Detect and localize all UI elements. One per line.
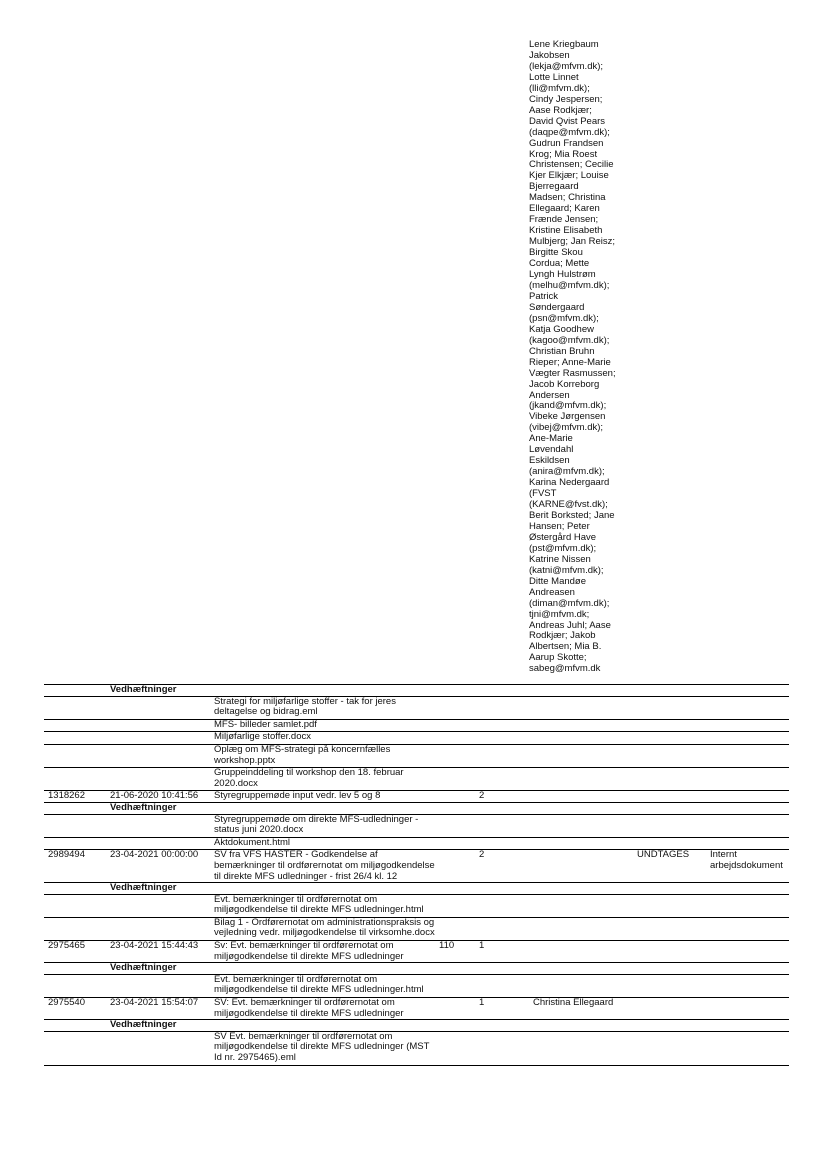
attachment-row [44,974,789,997]
attachment-row [44,814,789,837]
empty-cell [106,917,210,940]
document-reason [706,791,789,803]
document-count: 2 [479,849,485,861]
document-title: Styregruppemøde input vedr. lev 5 og 8 [214,790,381,802]
attachments-header: Vedhæftninger [110,802,177,813]
empty-cell [44,1020,106,1032]
document-date: 23-04-2021 00:00:00 [110,849,199,861]
empty-cell [44,802,106,814]
attachments-header-row [44,685,789,697]
document-record-row [44,791,789,803]
empty-cell [44,768,106,791]
empty-cell [44,917,106,940]
attachment-row [44,744,789,767]
empty-cell [435,719,789,732]
empty-cell [435,917,789,940]
document-person [529,941,633,963]
document-person: Christina Ellegaard [533,997,614,1009]
empty-cell [106,814,210,837]
empty-cell [106,732,210,745]
document-person [529,791,633,803]
document-status [633,998,706,1020]
document-date: 23-04-2021 15:54:07 [110,997,199,1009]
document-status [633,941,706,963]
empty-cell [106,1031,210,1065]
document-journal-table [44,684,789,1066]
attachment-row [44,894,789,917]
attachment-filename: SV Evt. bemærkninger til ordførernotat om miljøgodkendelse til direkte MFS udledninger (MST Id nr. 2975465).eml [214,1031,430,1063]
document-id: 2975465 [48,940,85,952]
empty-cell [106,696,210,719]
empty-cell [44,1031,106,1065]
document-person [529,850,633,883]
attachment-row [44,768,789,791]
attachments-header: Vedhæftninger [110,1019,177,1031]
empty-cell [44,837,106,850]
document-number [435,850,475,883]
document-id: 2975540 [48,997,85,1009]
attachments-header-row [44,1020,789,1032]
document-count: 1 [479,940,485,952]
document-count: 1 [479,997,485,1009]
document-number [435,998,475,1020]
empty-cell [44,744,106,767]
empty-cell [106,837,210,850]
empty-cell [44,963,106,975]
document-reason: Internt arbejdsdokument [710,849,783,871]
document-record-row [44,850,789,883]
empty-cell [435,1031,789,1065]
attachment-filename: MFS- billeder samlet.pdf [214,719,317,730]
empty-cell [44,732,106,745]
empty-cell [435,768,789,791]
document-number [435,791,475,803]
empty-cell [106,719,210,732]
empty-cell [435,732,789,745]
document-date: 21-06-2020 10:41:56 [110,790,199,802]
attachments-header-row [44,963,789,975]
empty-cell [44,696,106,719]
attachment-filename: Evt. bemærkninger til ordførernotat om miljøgodkendelse til direkte MFS udledninger.html [214,974,424,996]
document-id: 2989494 [48,849,85,861]
empty-cell [435,814,789,837]
document-count: 2 [479,790,485,802]
empty-cell [106,768,210,791]
document-status: UNDTAGES [637,849,690,861]
empty-cell [106,974,210,997]
document-reason [706,998,789,1020]
empty-cell [106,894,210,917]
document-record-row [44,998,789,1020]
attachments-header-row [44,883,789,895]
document-status [633,791,706,803]
empty-cell [435,837,789,850]
attachment-filename: Evt. bemærkninger til ordførernotat om miljøgodkendelse til direkte MFS udledninger.html [214,894,424,916]
empty-cell [44,719,106,732]
attachment-row [44,837,789,850]
attachment-row [44,719,789,732]
recipients-list: Lene Kriegbaum Jakobsen (lekja@mfvm.dk); Lotte Linnet (lli@mfvm.dk); Cindy Jespersen; Aase Rodkjær; David Qvist Pears (daqpe@mfvm.dk); Gudrun Frandsen Krog; Mia Roest Christensen; Cecilie Kjer Elkjær; Louise Bjerregaard Madsen; Christina Ellegaard; Karen Frænde Jensen; Kristine Elisabeth Mulbjerg; Jan Reisz; Birgitte Skou Cordua; Mette Lyngh Hulstrøm (melhu@mfvm.dk); Patrick Søndergaard (psn@mfvm.dk); Katja Goodhew (kagoo@mfvm.dk); Christian Bruhn Rieper; Anne-Marie Vægter Rasmussen; Jacob Korreborg Andersen (jkand@mfvm.dk); Vibeke Jørgensen (vibej@mfvm.dk); Ane-Marie Løvendahl Eskildsen (anira@mfvm.dk); Karina Nedergaard (FVST (KARNE@fvst.dk); Berit Borksted; Jane Hansen; Peter Østergård Have (pst@mfvm.dk); Katrine Nissen (katni@mfvm.dk); Ditte Mandøe Andreasen (diman@mfvm.dk); tjni@mfvm.dk; Andreas Juhl; Aase Rodkjær; Jakob Albertsen; Mia B. Aarup Skotte; sabeg@mfvm.dk [529,39,616,675]
empty-cell [435,894,789,917]
document-number: 110 [439,940,455,952]
document-title: SV: Evt. bemærkninger til ordførernotat om miljøgodkendelse til direkte MFS udledninger [214,997,404,1019]
attachment-filename: Aktdokument.html [214,837,291,848]
attachments-header: Vedhæftninger [110,882,177,894]
empty-cell [435,696,789,719]
attachment-row [44,696,789,719]
empty-cell [435,744,789,767]
attachment-filename: Strategi for miljøfarlige stoffer - tak for jeres deltagelse og bidrag.eml [214,696,396,718]
attachment-filename: Oplæg om MFS-strategi på koncernfælles workshop.pptx [214,744,391,766]
attachment-row [44,732,789,745]
empty-cell [44,894,106,917]
attachment-row [44,917,789,940]
attachment-filename: Gruppeinddeling til workshop den 18. februar 2020.docx [214,767,404,789]
attachments-header-row [44,802,789,814]
empty-cell [44,814,106,837]
attachment-row [44,1031,789,1065]
document-record-row [44,941,789,963]
document-title: Sv: Evt. bemærkninger til ordførernotat om miljøgodkendelse til direkte MFS udledninger [214,940,404,962]
attachments-header: Vedhæftninger [110,962,177,974]
attachments-header: Vedhæftninger [110,684,177,695]
document-title: SV fra VFS HASTER - Godkendelse af bemærkninger til ordførernotat om miljøgodkendelse til direkte MFS udledninger - frist 26/4 kl. 12 [214,849,435,882]
empty-cell [44,883,106,895]
document-id: 1318262 [48,790,85,802]
empty-cell [44,685,106,697]
document-reason [706,941,789,963]
document-date: 23-04-2021 15:44:43 [110,940,199,952]
attachment-filename: Bilag 1 - Ordførernotat om administrationspraksis og vejledning vedr. miljøgodkendelse til virksomhe.docx [214,917,435,939]
attachment-filename: Styregruppemøde om direkte MFS-udledninger - status juni 2020.docx [214,814,419,836]
empty-cell [44,974,106,997]
empty-cell [435,974,789,997]
empty-cell [106,744,210,767]
attachment-filename: Miljøfarlige stoffer.docx [214,731,311,743]
